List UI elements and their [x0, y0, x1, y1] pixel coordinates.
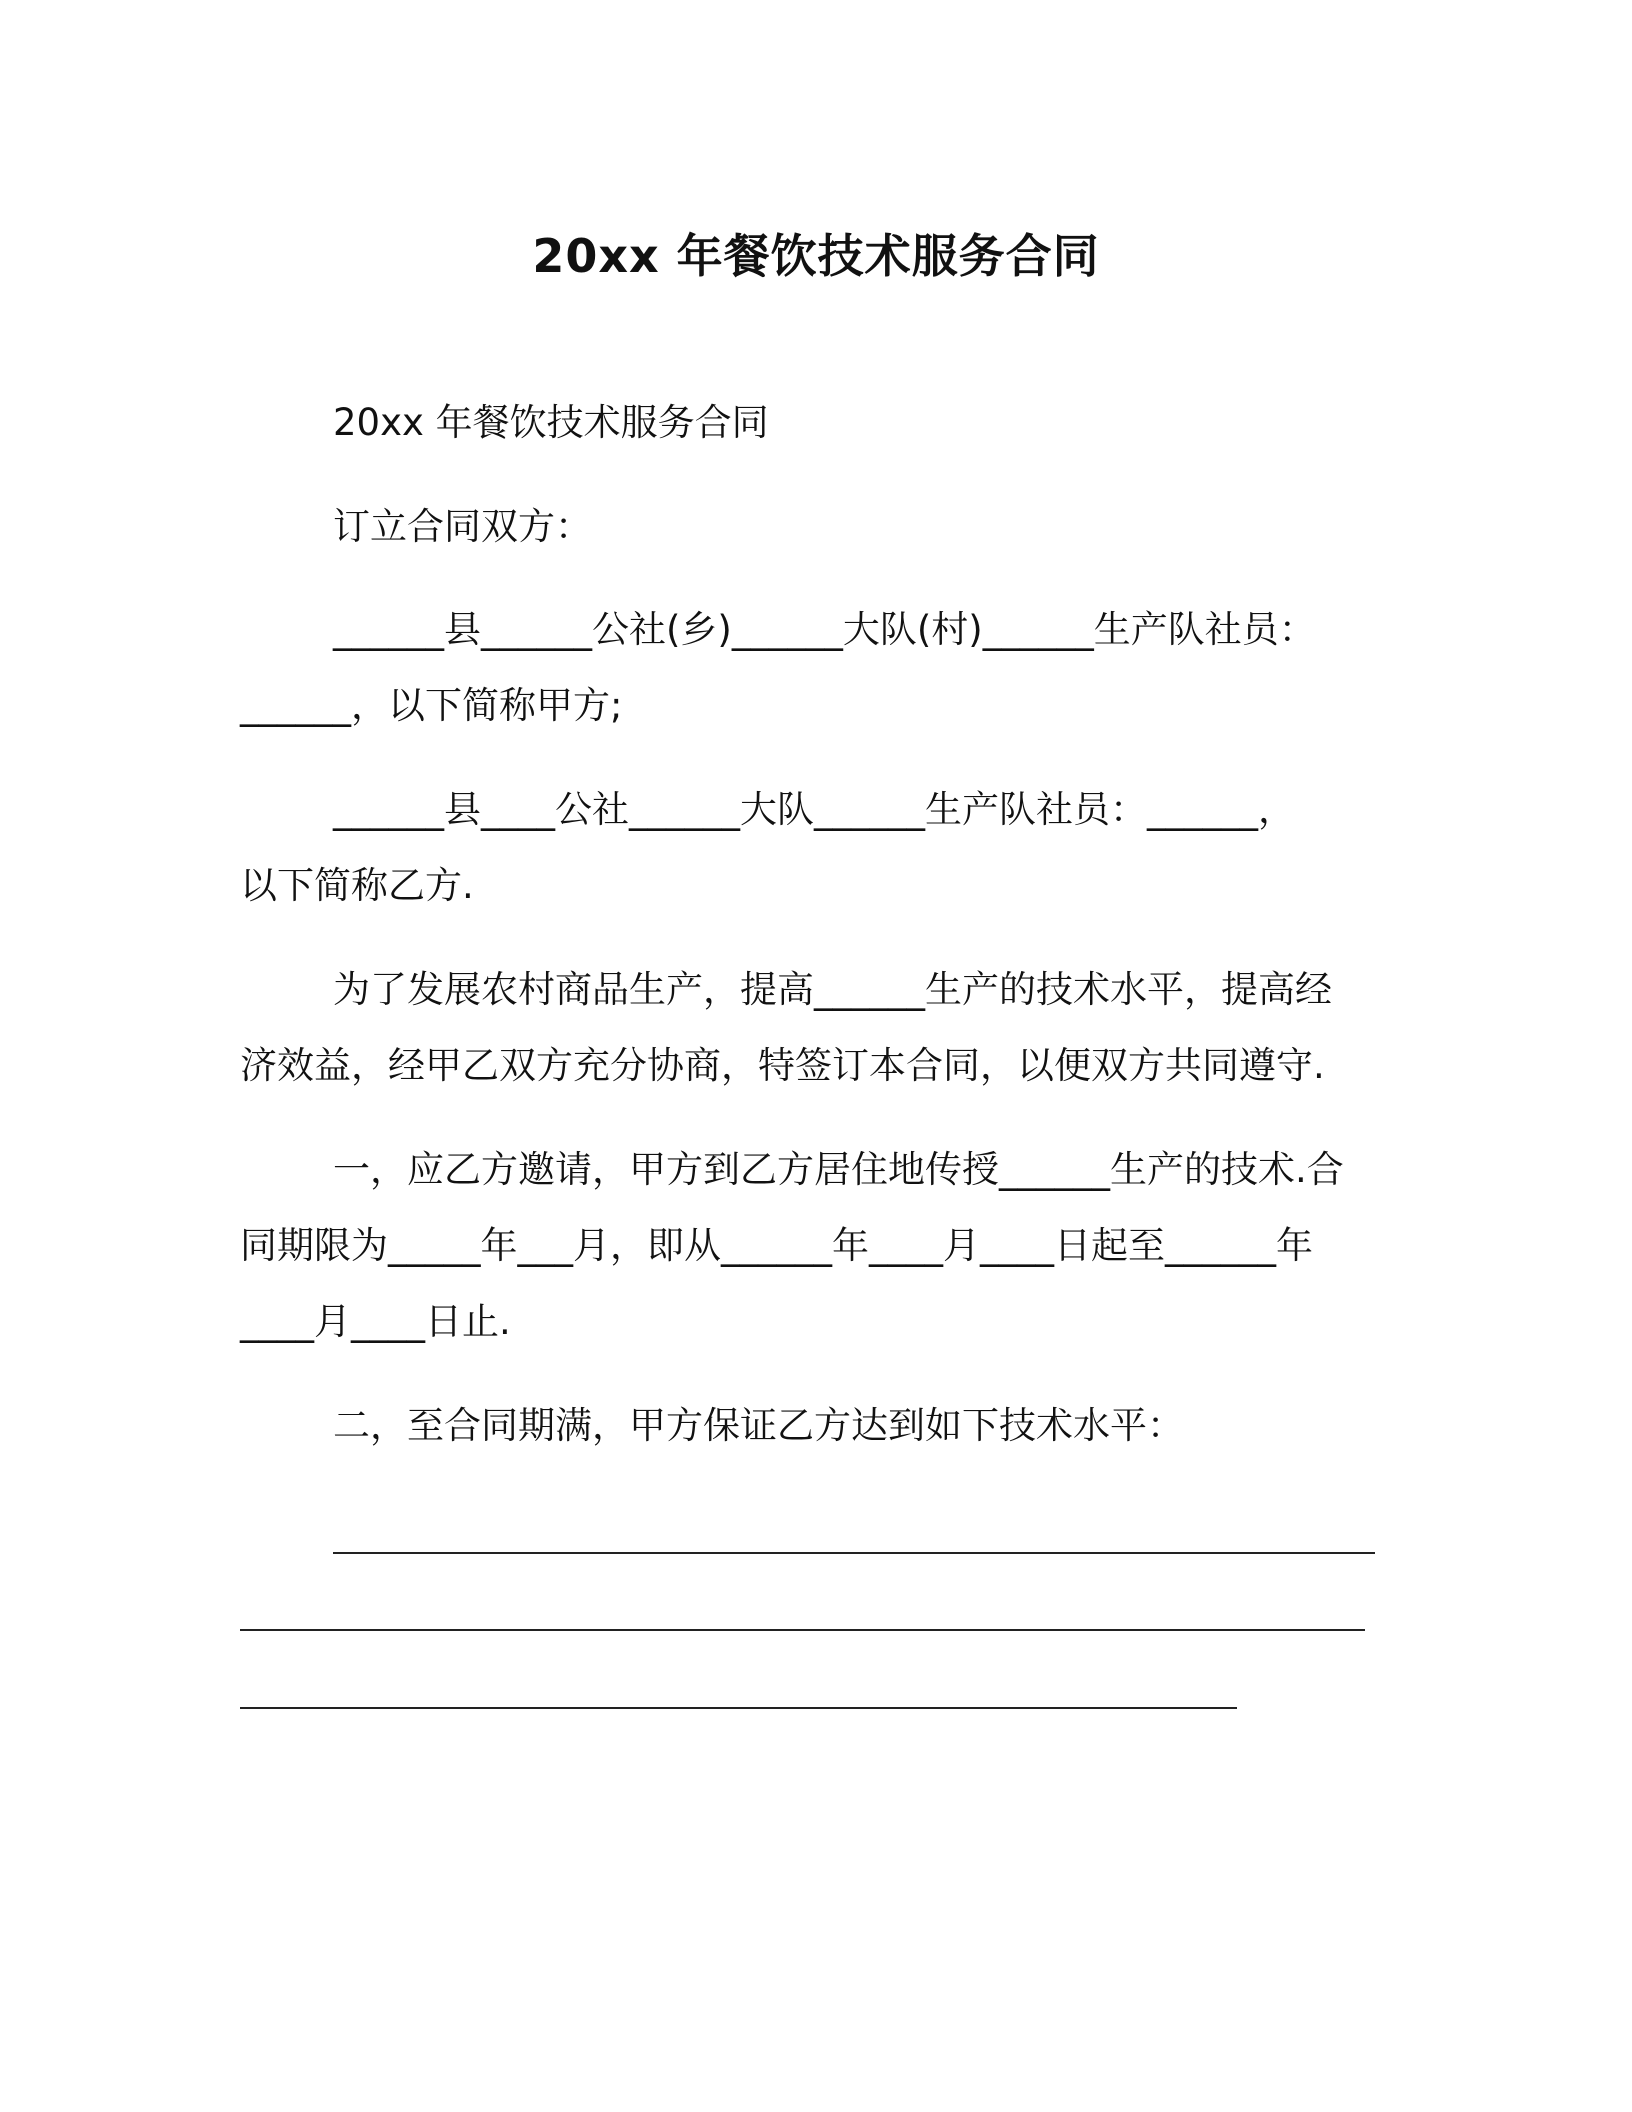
party-a-line-2: ______，以下简称甲方;: [240, 684, 623, 727]
parties-heading: 订立合同双方：: [333, 505, 592, 548]
blank-fill-line: [240, 1707, 1237, 1709]
clause-1-line-3: ____月____日止.: [240, 1300, 511, 1343]
party-b-line-1: ______县____公社______大队______生产队社员：______，: [333, 788, 1295, 831]
document-title: 20xx 年餐饮技术服务合同: [532, 229, 1100, 283]
blank-fill-line: [240, 1629, 1365, 1631]
clause-2-line-1: 二，至合同期满，甲方保证乙方达到如下技术水平：: [333, 1404, 1184, 1447]
clause-1-line-2: 同期限为_____年___月，即从______年____月____日起至______年: [240, 1224, 1313, 1267]
party-b-line-2: 以下简称乙方.: [240, 864, 474, 907]
purpose-line-2: 济效益，经甲乙双方充分协商，特签订本合同，以便双方共同遵守.: [240, 1044, 1325, 1087]
clause-1-line-1: 一，应乙方邀请，甲方到乙方居住地传授______生产的技术.合: [333, 1148, 1344, 1191]
purpose-line-1: 为了发展农村商品生产，提高______生产的技术水平，提高经: [333, 968, 1332, 1011]
blank-fill-line: [333, 1552, 1375, 1554]
party-a-line-1: ______县______公社(乡)______大队(村)______生产队社员：: [333, 608, 1316, 651]
contract-name-line: 20xx 年餐饮技术服务合同: [333, 401, 769, 444]
